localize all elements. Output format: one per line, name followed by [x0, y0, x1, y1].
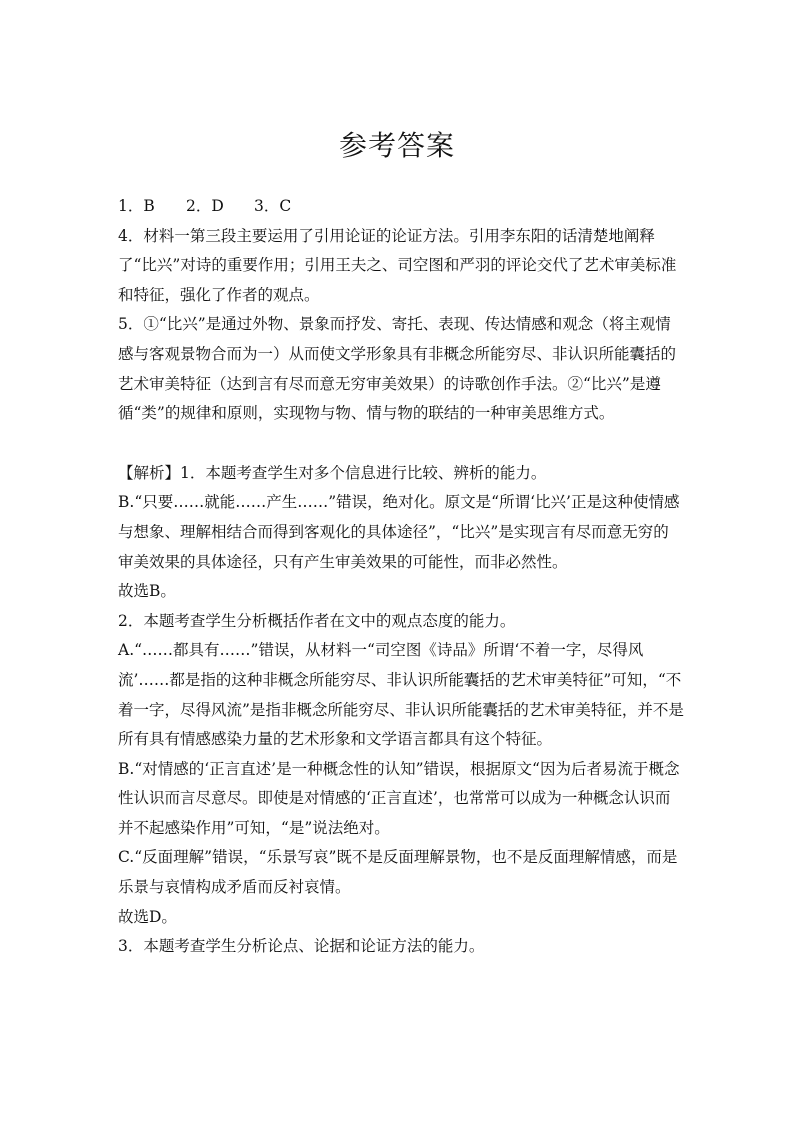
- analysis-2-intro: 2．本题考查学生分析概括作者在文中的观点态度的能力。: [118, 611, 516, 630]
- analysis-2-conclusion: 故选D。: [118, 907, 177, 926]
- answer-5: 5．①“比兴”是通过外物、景象而抒发、寄托、表现、传达情感和观念（将主观情感与客观景物合而为一）从而使文学形象具有非概念所能穷尽、非认识所能囊括的艺术审美特征（达到言有尽而意无穷审美效果）的诗歌创作手法。②“比兴”是遵循“类”的规律和原则，实现物与物、情与物的联结的一种审美思维方式。: [118, 315, 677, 423]
- analysis-2-option-c: C.“反面理解”错误，“乐景写哀”既不是反面理解景物，也不是反面理解情感，而是乐景与哀情构成矛盾而反衬哀情。: [118, 848, 678, 897]
- analysis-1-intro: 【解析】1．本题考查学生对多个信息进行比较、辨析的能力。: [118, 463, 547, 482]
- answer-2: 2．D: [186, 197, 224, 215]
- choice-answers: [118, 192, 684, 222]
- analysis-2-option-b: B.“对情感的‘正言直述’是一种概念性的认知”错误，根据原文“因为后者易流于概念性认识而言尽意尽。即使是对情感的‘正言直述’，也常常可以成为一种概念认识而并不起感染作用”可知，“是”说法绝对。: [118, 759, 680, 837]
- spacer: [118, 429, 684, 459]
- analysis-1-option-b: B.“只要……就能……产生……”错误，绝对化。原文是“所谓‘比兴’正是这种使情感与想象、理解相结合而得到客观化的具体途径”，“比兴”是实现言有尽而意无穷的审美效果的具体途径，只有产生审美效果的可能性，而非必然性。: [118, 493, 680, 571]
- analysis-3-intro: 3．本题考查学生分析论点、论据和论证方法的能力。: [118, 937, 485, 956]
- answer-1: 1．B: [118, 197, 155, 215]
- answer-3: 3．C: [254, 197, 292, 215]
- page-title: 参考答案: [338, 129, 455, 162]
- answer-body: [118, 192, 684, 962]
- analysis-1-conclusion: 故选B。: [118, 582, 176, 601]
- answer-4: 4．材料一第三段主要运用了引用论证的论证方法。引用李东阳的话清楚地阐释了“比兴”对诗的重要作用；引用王夫之、司空图和严羽的评论交代了艺术审美标准和特征，强化了作者的观点。: [118, 226, 677, 304]
- analysis-2-option-a: A.“……都具有……”错误，从材料一“司空图《诗品》所谓‘不着一字，尽得风流’……都是指的这种非概念所能穷尽、非认识所能囊括的艺术审美特征”可知，“不着一字，尽得风流”是指非概念所能穷尽、非认识所能囊括的艺术审美特征，并不是所有具有情感感染力量的艺术形象和文学语言都具有这个特征。: [118, 641, 684, 749]
